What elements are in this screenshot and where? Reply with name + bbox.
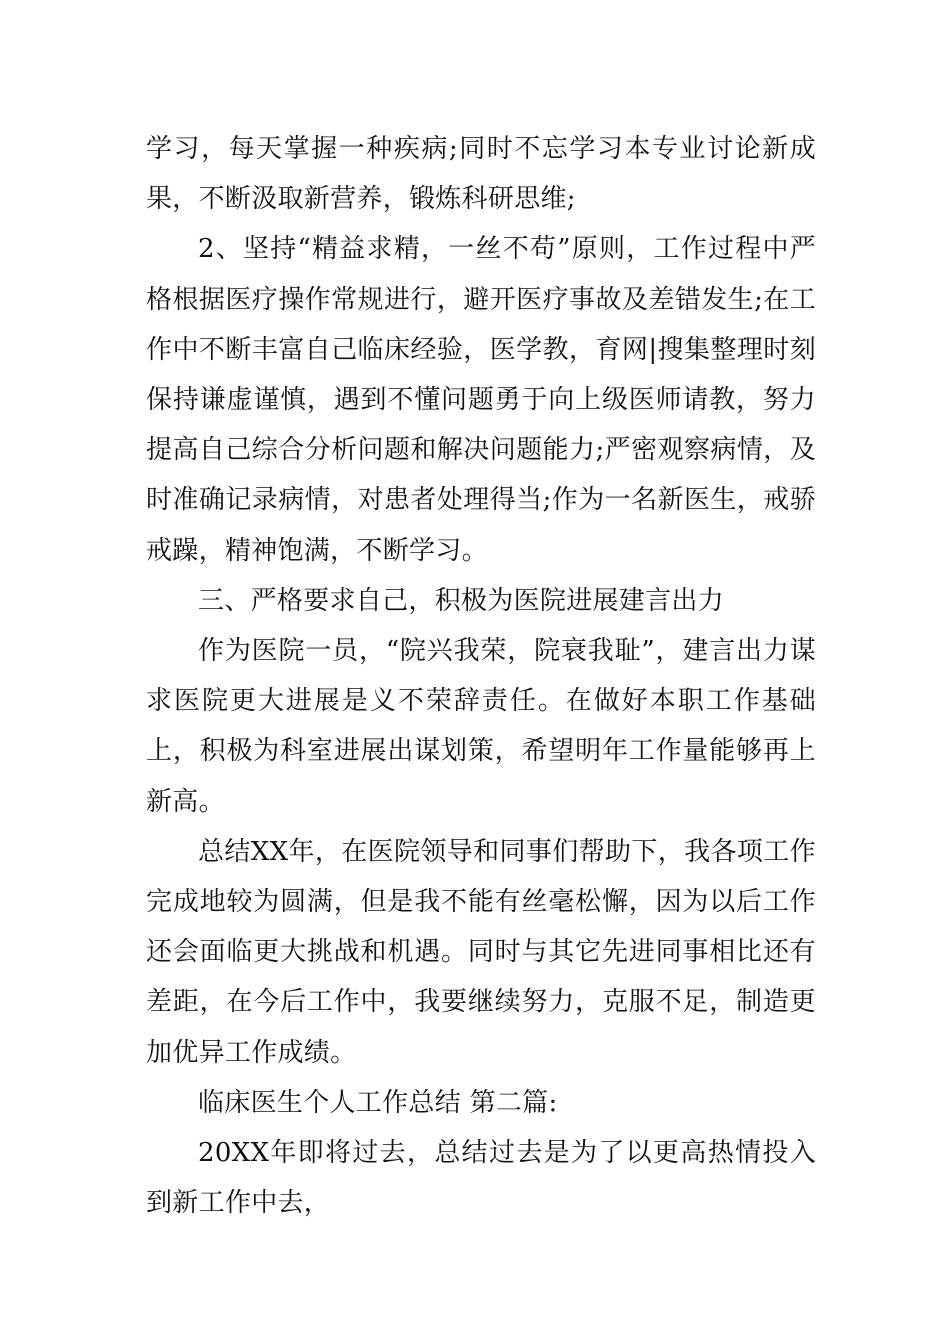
article-heading-second: 临床医生个人工作总结 第二篇: xyxy=(198,1087,558,1118)
paragraph-principle-2: 2、坚持“精益求精，一丝不苟”原则，工作过程中严格根据医疗操作常规进行，避开医疗事故及差错发生;在工作中不断丰富自己临床经验，医学教，育网|搜集整理时刻保持谦虚谨慎，遇到不懂问题勇于向上级医师请教，努力提高自己综合分析问题和解决问题能力;严密观察病情，及时准确记录病情，对患者处理得当;作为一名新医生，戒骄戒躁，精神饱满，不断学习。 xyxy=(146,234,816,566)
paragraph-study-continuation: 学习，每天掌握一种疾病;同时不忘学习本专业讨论新成果，不断汲取新营养，锻炼科研思维; xyxy=(146,134,816,215)
paragraph-second-article-intro: 20XX年即将过去，总结过去是为了以更高热情投入到新工作中去， xyxy=(146,1138,816,1219)
paragraph-hospital-member: 作为医院一员，“院兴我荣，院衰我耻”，建言出力谋求医院更大进展是义不荣辞责任。在做好本职工作基础上，积极为科室进展出谋划策，希望明年工作量能够再上新高。 xyxy=(146,636,816,817)
section-heading-3: 三、严格要求自己，积极为医院进展建言出力 xyxy=(198,585,725,616)
document-body xyxy=(146,124,816,1228)
paragraph-year-summary: 总结XX年，在医院领导和同事们帮助下，我各项工作完成地较为圆满，但是我不能有丝毫松懈，因为以后工作还会面临更大挑战和机遇。同时与其它先进同事相比还有差距，在今后工作中，我要继续努力，克服不足，制造更加优异工作成绩。 xyxy=(146,836,816,1068)
